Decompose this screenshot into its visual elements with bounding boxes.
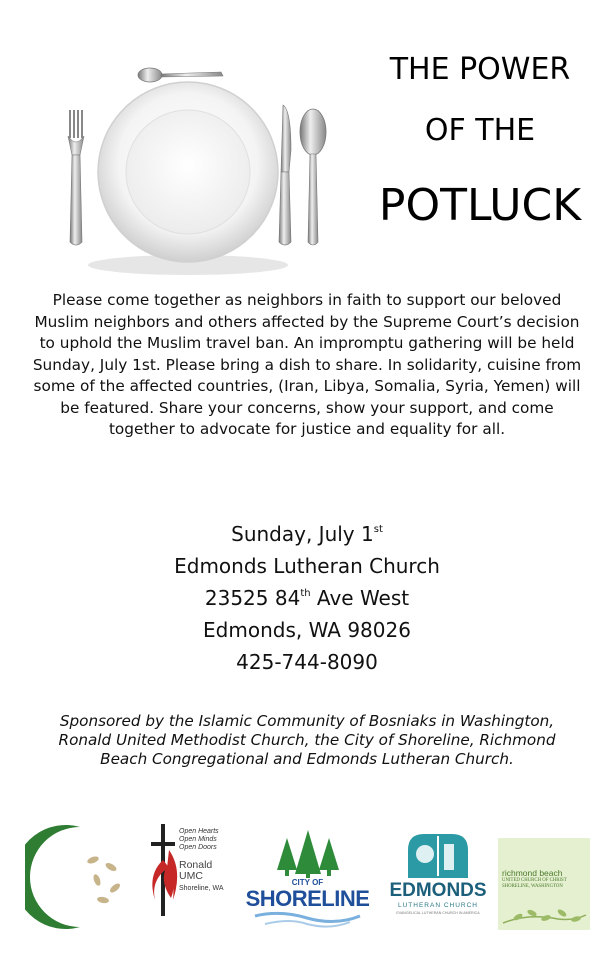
event-street-name: Ave West bbox=[310, 586, 410, 610]
islamic-community-logo bbox=[25, 822, 140, 932]
richmond-line-2: UNITED CHURCH OF CHRIST bbox=[502, 878, 567, 883]
trees-icon bbox=[273, 830, 343, 878]
dessert-spoon-icon bbox=[138, 68, 223, 82]
title-line-2: OF THE bbox=[424, 113, 536, 148]
umc-name-1: Ronald bbox=[179, 859, 213, 871]
star-dots-icon bbox=[86, 855, 121, 904]
place-setting-illustration bbox=[55, 60, 345, 280]
knife-icon bbox=[279, 105, 291, 245]
umc-name-2: UMC bbox=[179, 870, 203, 882]
umc-place: Shoreline, WA bbox=[179, 885, 224, 892]
spoon-icon bbox=[300, 109, 326, 245]
richmond-beach-logo bbox=[498, 838, 590, 930]
leaves-icon bbox=[498, 895, 590, 930]
edmonds-tiny: EVANGELICAL LUTHERAN CHURCH IN AMERICA bbox=[396, 911, 480, 915]
event-date bbox=[0, 522, 614, 546]
richmond-name: richmond beach bbox=[502, 868, 563, 878]
event-street-number: 23525 84 bbox=[204, 586, 301, 610]
fork-icon bbox=[68, 110, 84, 245]
edmonds-sub: LUTHERAN CHURCH bbox=[397, 902, 478, 909]
richmond-line-3: SHORELINE, WASHINGTON bbox=[502, 884, 563, 889]
event-date-suffix: st bbox=[373, 524, 383, 535]
plate-icon bbox=[98, 82, 278, 262]
edmonds-emblem-icon bbox=[398, 830, 478, 880]
event-venue: Edmonds Lutheran Church bbox=[174, 554, 440, 578]
shoreline-city-of: CITY OF bbox=[291, 878, 324, 887]
event-city: Edmonds, WA 98026 bbox=[203, 618, 411, 642]
edmonds-name: EDMONDS bbox=[389, 880, 487, 901]
cross-and-flame-icon bbox=[143, 820, 183, 920]
waves-icon bbox=[235, 910, 380, 930]
umc-tagline-2: Open Minds bbox=[179, 836, 217, 843]
city-of-shoreline-logo bbox=[235, 830, 380, 930]
event-street-suffix: th bbox=[300, 588, 311, 599]
title-line-3: POTLUCK bbox=[378, 180, 582, 231]
event-date-main: Sunday, July 1 bbox=[231, 522, 374, 546]
title-line-1: THE POWER bbox=[389, 52, 571, 87]
umc-tagline-1: Open Hearts bbox=[179, 828, 219, 835]
umc-tagline-3: Open Doors bbox=[179, 844, 217, 851]
event-street bbox=[0, 586, 614, 610]
sponsor-text: Sponsored by the Islamic Community of Bosniaks in Washington, Ronald United Methodist Church, the City of Shoreline, Richmond Beach Congregational and Edmonds Lutheran Church. bbox=[58, 712, 556, 768]
event-phone: 425-744-8090 bbox=[236, 650, 378, 674]
edmonds-lutheran-logo bbox=[382, 830, 494, 930]
shoreline-name: SHORELINE bbox=[245, 886, 370, 911]
ronald-umc-logo bbox=[143, 820, 235, 920]
invitation-paragraph: Please come together as neighbors in faith to support our beloved Muslim neighbors and others affected by the Supreme Court’s decision to uphold the Muslim travel ban. An impromptu gathering will be held Sunday, July 1st. Please bring a dish to share. In solidarity, cuisine from some of the affected countries, (Iran, Libya, Somalia, Syria, Yemen) will be featured. Share your concerns, show your support, and come together to advocate for justice and equality for all. bbox=[32, 291, 582, 438]
